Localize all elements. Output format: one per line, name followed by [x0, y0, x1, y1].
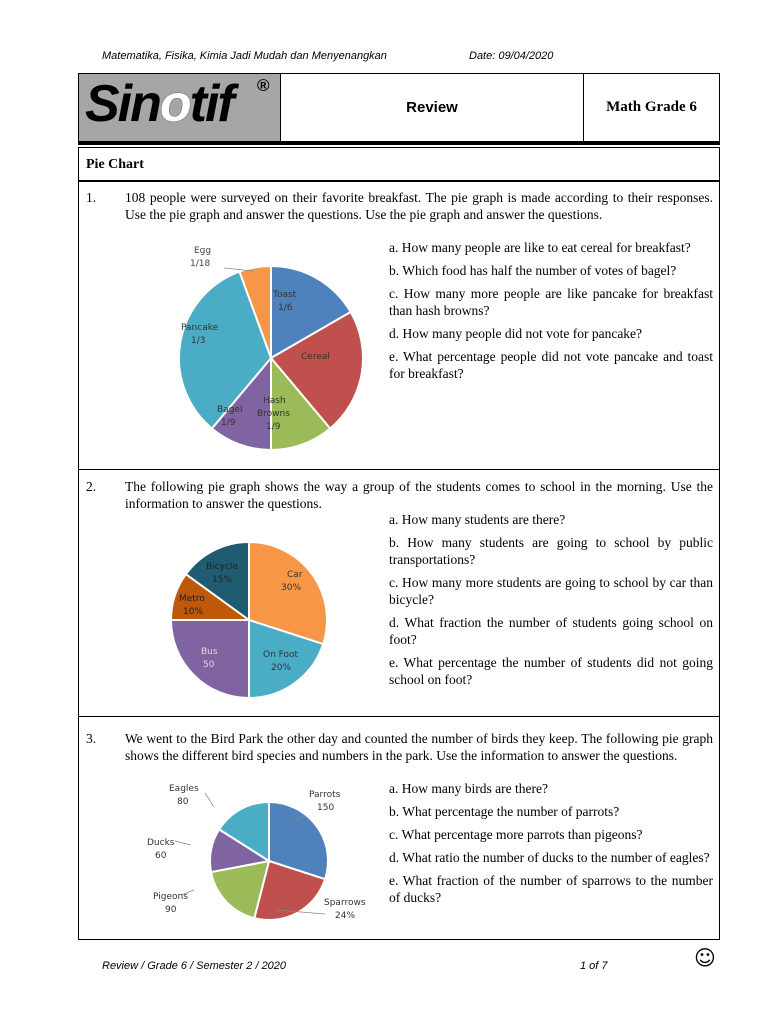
leader-line	[205, 793, 214, 807]
slice-value-label: 15%	[212, 575, 233, 585]
sinotif-logo	[79, 74, 281, 141]
slice-label: Ducks	[147, 838, 175, 848]
slice-label: Metro	[179, 594, 205, 604]
slice-value-label: 90	[165, 905, 177, 915]
leader-line	[175, 841, 191, 845]
sub-questions	[389, 239, 713, 388]
section-title: Pie Chart	[78, 147, 720, 181]
registered-mark: ®	[257, 76, 270, 95]
question-3	[78, 716, 720, 940]
slice-label: Eagles	[169, 784, 199, 794]
question-number: 2.	[86, 479, 97, 494]
slice-label: Browns	[257, 409, 290, 419]
slice-label: Bus	[201, 647, 218, 657]
sub-question-b: b. What percentage the number of parrots?	[389, 804, 620, 819]
sub-question-c: c. How many more people are like pancake for breakfast than hash browns?	[389, 286, 713, 318]
sub-questions	[389, 780, 713, 912]
sub-question-e: e. What fraction of the number of sparrows to the number of ducks?	[389, 873, 713, 905]
sub-question-e: e. What percentage people did not vote pancake and toast for breakfast?	[389, 349, 713, 381]
doc-type: Review	[281, 74, 584, 141]
sub-question-e: e. What percentage the number of students did not going school on foot?	[389, 655, 713, 687]
question-1	[78, 181, 720, 470]
slice-label: Parrots	[309, 790, 341, 800]
header-subtitle: Matematika, Fisika, Kimia Jadi Mudah dan Menyenangkan	[102, 50, 387, 62]
slice-value-label: 1/3	[191, 336, 206, 346]
sub-question-a: a. How many birds are there?	[389, 781, 548, 796]
sub-question-a: a. How many students are there?	[389, 512, 566, 527]
slices	[171, 542, 327, 698]
pie-chart-birds	[139, 777, 389, 937]
slice-label: Pigeons	[153, 892, 188, 902]
slice-label: Egg	[194, 246, 212, 256]
sub-question-d: d. How many people did not vote for pancake?	[389, 326, 643, 341]
question-text: The following pie graph shows the way a group of the students comes to school in the morning. Use the information to answer the questions.	[125, 479, 713, 511]
slice-value-label: 24%	[335, 911, 356, 921]
slice-label: Sparrows	[324, 898, 366, 908]
slice-value-label: 80	[177, 797, 189, 807]
slice-value-label: 1/6	[278, 303, 293, 313]
slice-label: Bicycle	[206, 562, 238, 572]
sub-question-b: b. Which food has half the number of votes of bagel?	[389, 263, 677, 278]
sub-question-c: c. What percentage more parrots than pigeons?	[389, 827, 643, 842]
logo-text: Sinotif	[85, 75, 233, 133]
sub-question-d: d. What ratio the number of ducks to the number of eagles?	[389, 850, 710, 865]
slice-label: Pancake	[181, 323, 219, 333]
question-2	[78, 469, 720, 717]
slice-value-label: 1/18	[190, 259, 211, 269]
footer-text: Review / Grade 6 / Semester 2 / 2020	[102, 960, 287, 972]
question-number: 3.	[86, 731, 97, 746]
slice-value-label: 50	[203, 660, 215, 670]
title-bar	[78, 73, 720, 145]
question-text: We went to the Bird Park the other day and counted the number of birds they keep. The following pie graph shows the different bird species and numbers in the park. Use the information to answer the questions.	[125, 731, 713, 763]
sub-question-d: d. What fraction the number of students going school on foot?	[389, 615, 713, 647]
slice-value-label: 20%	[271, 663, 292, 673]
sub-question-a: a. How many people are like to eat cereal for breakfast?	[389, 240, 691, 255]
slice-label: Bagel	[217, 405, 243, 415]
slice-value-label: 60	[155, 851, 167, 861]
slice-label: Car	[287, 570, 303, 580]
header-date: Date: 09/04/2020	[469, 50, 554, 62]
sub-question-b: b. How many students are going to school by public transportations?	[389, 535, 713, 567]
slice-value-label: 1/9	[266, 422, 281, 432]
slices	[210, 802, 328, 920]
page-number: 1 of 7	[580, 960, 608, 972]
slice-label: Hash	[263, 396, 286, 406]
slice-value-label: 150	[317, 803, 335, 813]
pie-chart-transport	[159, 538, 339, 703]
slice-label: On Foot	[263, 650, 299, 660]
sub-questions	[389, 511, 713, 694]
slice-label: Cereal	[301, 352, 330, 362]
pie-slice-bus	[171, 620, 249, 698]
slice-label: Toast	[273, 290, 297, 300]
pie-chart-breakfast	[139, 240, 389, 450]
slice-value-label: 1/9	[221, 418, 236, 428]
doc-grade: Math Grade 6	[606, 99, 697, 115]
slice-value-label: 10%	[183, 607, 204, 617]
sub-question-c: c. How many more students are going to school by car than bicycle?	[389, 575, 713, 607]
smiley-icon: ☺	[694, 946, 716, 970]
question-number: 1.	[86, 190, 97, 205]
question-text: 108 people were surveyed on their favorite breakfast. The pie graph is made according to their responses. Use the pie graph and answer the questions. Use the pie graph and answer the questions.	[125, 190, 713, 222]
slice-value-label: 30%	[281, 583, 302, 593]
